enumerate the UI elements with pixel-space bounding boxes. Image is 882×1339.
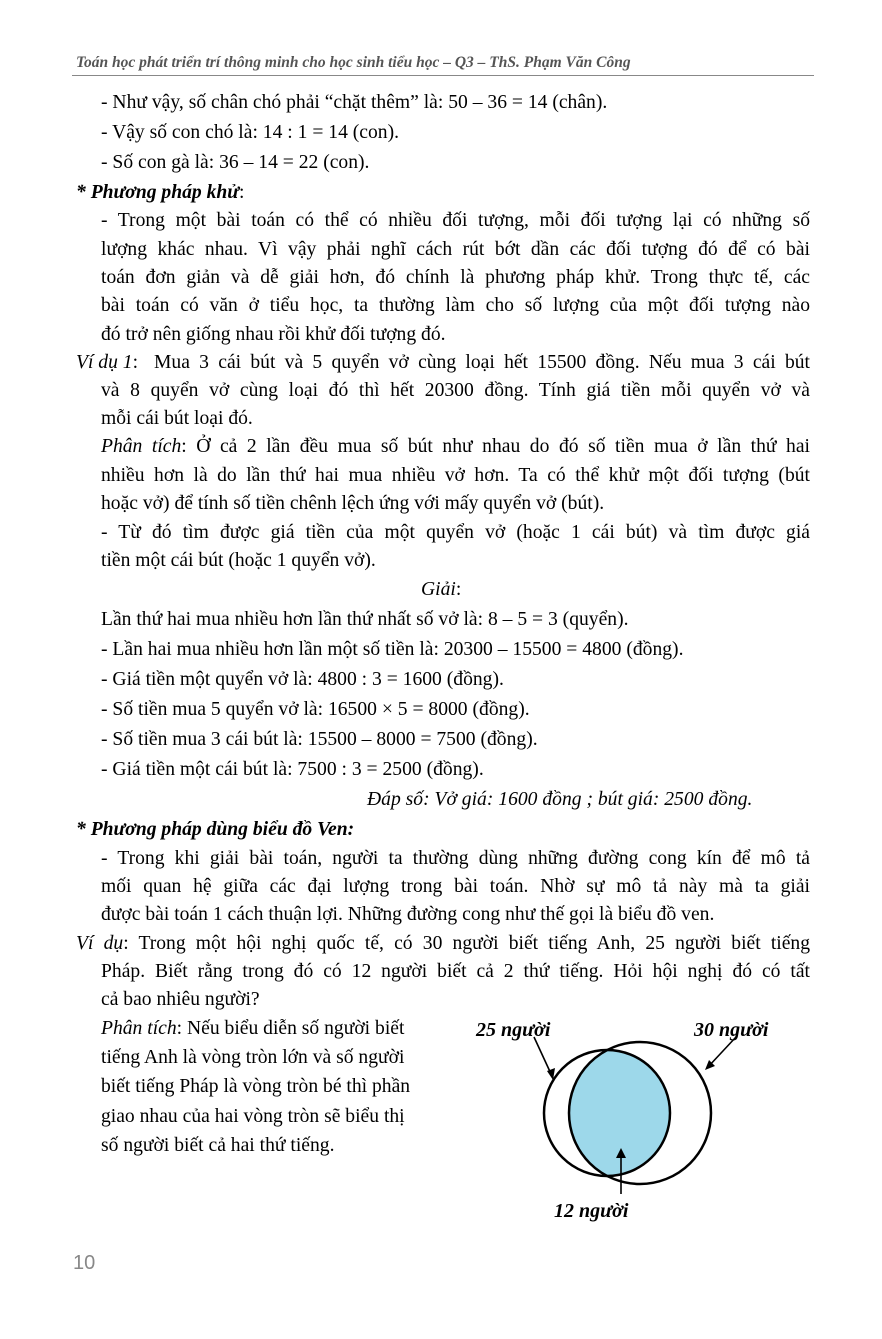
venn-label-large: 30 người xyxy=(694,1019,769,1041)
solution-line: - Lần hai mua nhiều hơn lần một số tiền là: 20300 – 15500 = 4800 (đồng). xyxy=(101,639,684,660)
step-line: - Từ đó tìm được giá tiền của một quyển vở (hoặc 1 cái bút) và tìm được giá xyxy=(101,522,810,543)
step-line: tiền một cái bút (hoặc 1 quyển vở). xyxy=(101,550,376,571)
example-line: Pháp. Biết rằng trong đó có 12 người biết cả 2 thứ tiếng. Hỏi hội nghị đó có tất xyxy=(101,961,810,982)
analysis-line: số người biết cả hai thứ tiếng. xyxy=(101,1135,335,1156)
paragraph-line: - Trong khi giải bài toán, người ta thường dùng những đường cong kín để mô tả xyxy=(101,848,810,869)
analysis-line: nhiều hơn là do lần thứ hai mua nhiều vở hơn. Ta có thể khử một đối tượng (bút xyxy=(101,465,810,486)
text-line: - Số con gà là: 36 – 14 = 22 (con). xyxy=(101,152,370,173)
solution-line: - Giá tiền một quyển vở là: 4800 : 3 = 1600 (đồng). xyxy=(101,669,504,690)
header-divider xyxy=(72,75,814,76)
solution-line: - Số tiền mua 5 quyển vở là: 16500 × 5 = 8000 (đồng). xyxy=(101,699,530,720)
text-line: - Như vậy, số chân chó phải “chặt thêm” là: 50 – 36 = 14 (chân). xyxy=(101,92,608,113)
paragraph-line: toán đơn giản và dễ giải hơn, đó chính là phương pháp khử. Trong thực tế, các xyxy=(101,267,810,288)
example-line: Ví dụ: Trong một hội nghị quốc tế, có 30 người biết tiếng Anh, 25 người biết tiếng xyxy=(76,933,811,954)
analysis-line: Phân tích: Nếu biểu diễn số người biết xyxy=(101,1018,405,1039)
paragraph-line: bài toán có văn ở tiểu học, ta thường làm cho số lượng của một đối tượng nào xyxy=(101,295,810,316)
page-number: 10 xyxy=(73,1252,96,1274)
arrow-large xyxy=(708,1037,736,1067)
section-heading-elimination: * Phương pháp khử: xyxy=(76,182,245,203)
section-heading-venn: * Phương pháp dùng biểu đồ Ven: xyxy=(76,819,355,840)
answer-line: Đáp số: Vở giá: 1600 đồng ; bút giá: 2500 đồng. xyxy=(367,789,753,810)
analysis-line: tiếng Anh là vòng tròn lớn và số người xyxy=(101,1047,405,1068)
paragraph-line: - Trong một bài toán có thể có nhiều đối tượng, mỗi đối tượng lại có những số xyxy=(101,210,810,231)
analysis-line: biết tiếng Pháp là vòng tròn bé thì phần xyxy=(101,1076,411,1097)
paragraph-line: được bài toán 1 cách thuận lợi. Những đường cong như thế gọi là biểu đồ ven. xyxy=(101,904,715,925)
example-line: và 8 quyển vở cùng loại đó thì hết 20300 đồng. Tính giá tiền mỗi quyển vở và xyxy=(101,380,810,401)
venn-diagram xyxy=(468,1010,798,1230)
solution-line: - Số tiền mua 3 cái bút là: 15500 – 8000 = 7500 (đồng). xyxy=(101,729,538,750)
analysis-line: Phân tích: Ở cả 2 lần đều mua số bút như nhau do đó số tiền mua ở lần thứ hai xyxy=(101,436,810,457)
paragraph-line: đó trở nên giống nhau rồi khử đối tượng đó. xyxy=(101,324,446,345)
solution-line: - Giá tiền một cái bút là: 7500 : 3 = 2500 (đồng). xyxy=(101,759,484,780)
venn-label-small: 25 người xyxy=(476,1019,551,1041)
example-line: mỗi cái bút loại đó. xyxy=(101,408,253,429)
solution-line: Lần thứ hai mua nhiều hơn lần thứ nhất số vở là: 8 – 5 = 3 (quyển). xyxy=(101,609,629,630)
text-line: - Vậy số con chó là: 14 : 1 = 14 (con). xyxy=(101,122,400,143)
header-title: Toán học phát triển trí thông minh cho học sinh tiểu học – Q3 – ThS. Phạm Văn Công xyxy=(76,54,631,71)
example-label: Ví dụ 1: xyxy=(76,352,139,373)
paragraph-line: mối quan hệ giữa các đại lượng trong bài toán. Nhờ sự mô tả này mà ta giải xyxy=(101,876,810,897)
analysis-line: hoặc vở) để tính số tiền chênh lệch ứng với mấy quyển vở (bút). xyxy=(101,493,605,514)
paragraph-line: lượng khác nhau. Vì vậy phải nghĩ cách rút bớt dần các đối tượng đó để có bài xyxy=(101,239,810,260)
example-line: Mua 3 cái bút và 5 quyển vở cùng loại hết 15500 đồng. Nếu mua 3 cái bút xyxy=(154,352,810,373)
venn-label-intersection: 12 người xyxy=(554,1200,629,1222)
example-line: cả bao nhiêu người? xyxy=(101,989,260,1010)
solution-label: Giải: xyxy=(421,579,462,600)
analysis-line: giao nhau của hai vòng tròn sẽ biểu thị xyxy=(101,1106,405,1127)
